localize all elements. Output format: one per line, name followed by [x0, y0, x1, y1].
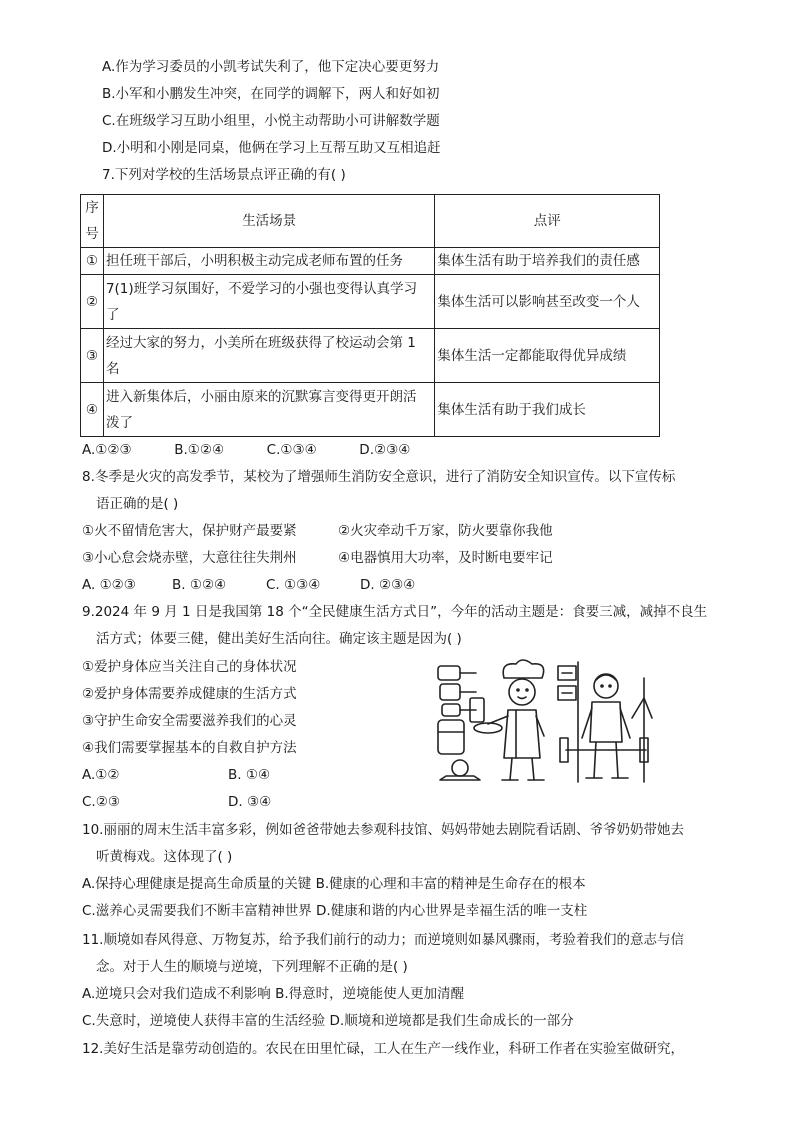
q11-options-line1: A.逆境只会对我们造成不利影响 B.得意时，逆境能使人更加清醒: [82, 986, 465, 1002]
row-scene-line: 经过大家的努力，小美所在班级获得了校运动会第 1: [105, 334, 416, 351]
row-comment: 集体生活一定都能取得优异成绩: [435, 329, 660, 383]
q6-option-d: D.小明和小刚是同桌，他俩在学习上互帮互助又互相追赶: [102, 140, 441, 156]
row-scene: [103, 383, 434, 437]
q9-item-2: ②爱护身体需要养成健康的生活方式: [82, 686, 297, 702]
q9-option-d: D. ③④: [228, 794, 272, 810]
row-index: ②: [81, 275, 104, 329]
q11-stem-line2: 念。对于人生的顺境与逆境，下列理解不正确的是( ): [96, 959, 408, 975]
q8-option-d: D. ②③④: [360, 577, 416, 593]
row-comment: 集体生活可以影响甚至改变一个人: [435, 275, 660, 329]
q10-stem-line1: 10.丽丽的周末生活丰富多彩，例如爸爸带她去参观科技馆、妈妈带她去剧院看话剧、爷爷奶奶带她去: [82, 822, 684, 838]
q9-option-c: C.②③: [82, 794, 120, 810]
q9-option-b: B. ①④: [228, 767, 271, 783]
q8-option-a: A. ①②③: [82, 577, 136, 593]
header-index: [81, 195, 104, 248]
row-scene-line: 名: [105, 360, 120, 377]
q12-stem-line1: 12.美好生活是靠劳动创造的。农民在田里忙碌，工人在生产一线作业，科研工作者在实验室做研究，: [82, 1041, 684, 1057]
row-scene-line: 泼了: [105, 414, 133, 431]
q8-item-1: ①火不留情危害大，保护财产最要紧: [82, 523, 297, 539]
q9-item-3: ③守护生命安全需要滋养我们的心灵: [82, 713, 297, 729]
row-index: ④: [81, 383, 104, 437]
q7-option-b: B.①②④: [174, 442, 225, 458]
q9-option-a: A.①②: [82, 767, 120, 783]
q6-option-c: C.在班级学习互助小组里，小悦主动帮助小可讲解数学题: [102, 113, 440, 129]
q9-item-4: ④我们需要掌握基本的自救自护方法: [82, 740, 297, 756]
table-row: [81, 275, 660, 329]
row-scene: 担任班干部后，小明积极主动完成老师布置的任务: [103, 248, 434, 275]
table-row: [81, 383, 660, 437]
table-row: [81, 329, 660, 383]
q7-option-c: C.①③④: [266, 442, 317, 458]
q8-item-4: ④电器慎用大功率，及时断电要牢记: [338, 550, 553, 566]
header-index-label: 序号: [85, 200, 99, 242]
header-comment: 点评: [435, 195, 660, 248]
header-scene: 生活场景: [103, 195, 434, 248]
q7-options: [82, 440, 502, 460]
row-index: ③: [81, 329, 104, 383]
q9-stem-line2: 活方式；体要三健，健出美好生活向往。确定该主题是因为( ): [96, 631, 462, 647]
row-comment: 集体生活有助于培养我们的责任感: [435, 248, 660, 275]
q8-stem-line1: 8.冬季是火灾的高发季节，某校为了增强师生消防安全意识，进行了消防安全知识宣传。以下宣传标: [82, 469, 676, 485]
row-index: ①: [81, 248, 104, 275]
q10-options-line2: C.滋养心灵需要我们不断丰富精神世界 D.健康和谐的内心世界是幸福生活的唯一支柱: [82, 903, 588, 919]
scene-table: [80, 194, 660, 437]
row-scene-line: 7(1)班学习氛围好，不爱学习的小强也变得认真学习: [105, 280, 418, 297]
q9-item-1: ①爱护身体应当关注自己的身体状况: [82, 659, 297, 675]
q10-options-line1: A.保持心理健康是提高生命质量的关键 B.健康的心理和丰富的精神是生命存在的根本: [82, 876, 586, 892]
q11-options-line2: C.失意时，逆境使人获得丰富的生活经验 D.顺境和逆境都是我们生命成长的一部分: [82, 1013, 574, 1029]
q6-option-b: B.小军和小鹏发生冲突，在同学的调解下，两人和好如初: [102, 86, 440, 102]
q8-stem-line2: 语正确的是( ): [96, 496, 179, 512]
row-scene: [103, 329, 434, 383]
q7-option-a: A.①②③: [82, 442, 132, 458]
row-scene-line: 进入新集体后，小丽由原来的沉默寡言变得更开朗活: [105, 388, 417, 405]
table-row: [81, 248, 660, 275]
q8-option-b: B. ①②④: [172, 577, 227, 593]
cooking-ingredients-icon: [438, 666, 484, 780]
row-scene: [103, 275, 434, 329]
table-header-row: [81, 195, 660, 248]
q9-stem-line1: 9.2024 年 9 月 1 日是我国第 18 个“全民健康生活方式日”，今年的活动主题是：食要三减，减掉不良生: [82, 604, 708, 620]
row-scene-line: 了: [105, 306, 120, 323]
q7-stem: 7.下列对学校的生活场景点评正确的有( ): [102, 167, 346, 183]
q7-option-d: D.②③④: [359, 442, 411, 458]
weightlifter-icon: [558, 662, 652, 782]
q8-option-c: C. ①③④: [266, 577, 321, 593]
healthy-lifestyle-illustration: [432, 658, 654, 786]
row-comment: 集体生活有助于我们成长: [435, 383, 660, 437]
q11-stem-line1: 11.顺境如春风得意、万物复苏，给予我们前行的动力；而逆境则如暴风骤雨，考验着我们的意志与信: [82, 932, 684, 948]
q8-item-2: ②火灾牵动千万家，防火要靠你我他: [338, 523, 553, 539]
q8-item-3: ③小心怠会烧赤壁，大意往往失荆州: [82, 550, 297, 566]
q6-option-a: A.作为学习委员的小凯考试失利了，他下定决心要更努力: [102, 59, 440, 75]
q10-stem-line2: 听黄梅戏。这体现了( ): [96, 849, 233, 865]
